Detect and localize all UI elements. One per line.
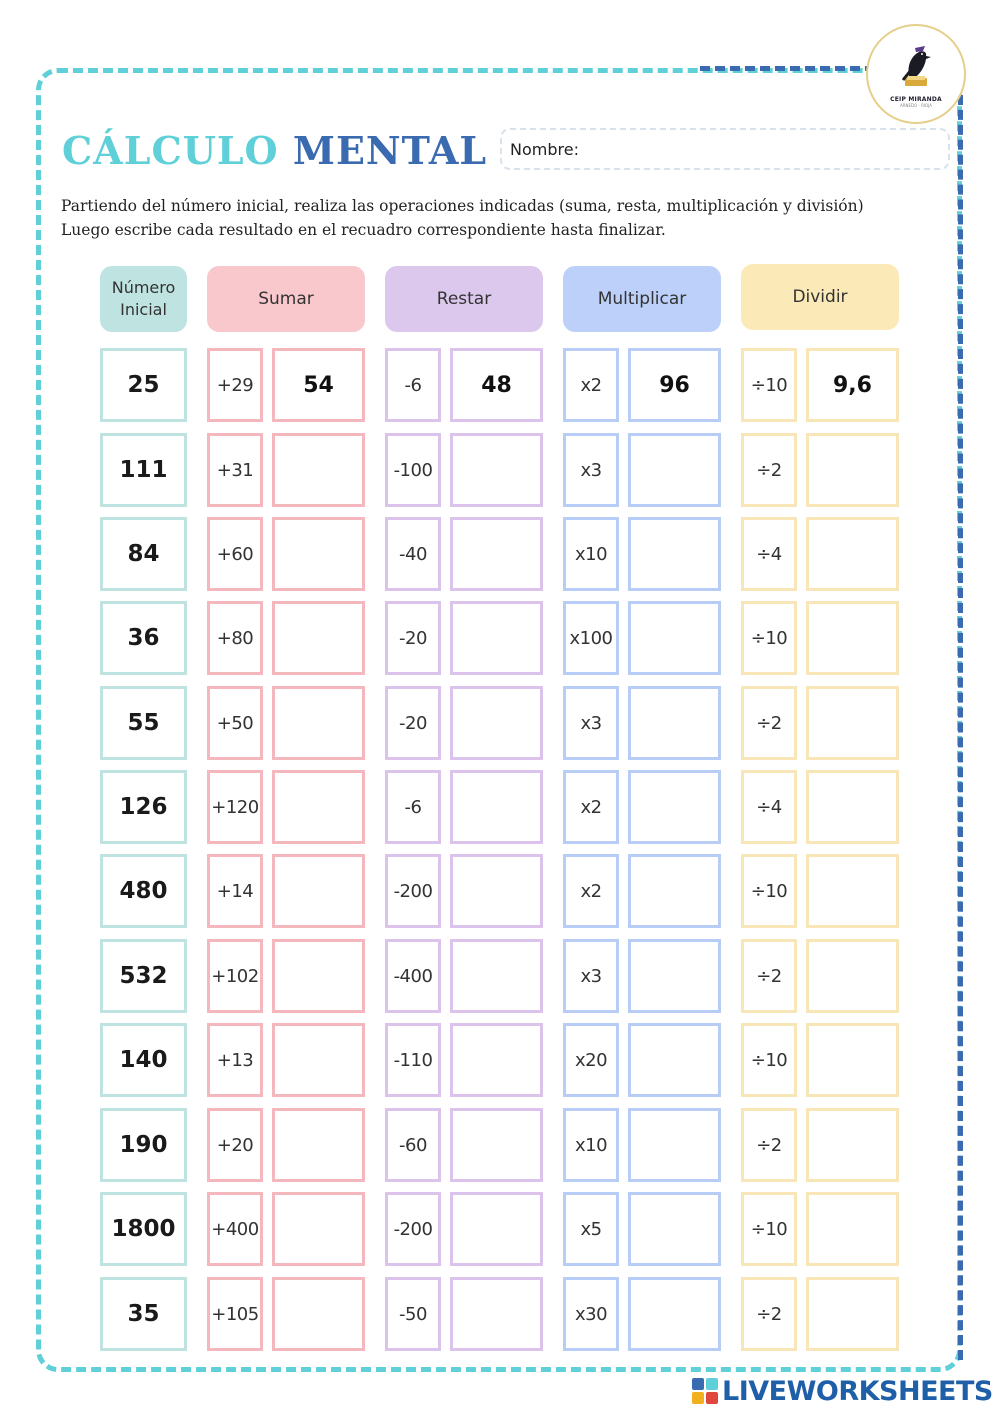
multiply-answer-box (628, 1023, 721, 1097)
divide-answer-box (806, 854, 899, 928)
initial-number: 140 (119, 1047, 168, 1073)
initial-number-box (100, 1192, 187, 1266)
instructions-line-2: Luego escribe cada resultado en el recuadro correspondiente hasta finalizar. (61, 221, 666, 239)
divide-answer-input[interactable] (809, 941, 896, 1011)
initial-number-box (100, 1023, 187, 1097)
initial-number: 25 (127, 372, 160, 398)
divide-operation-box (741, 1108, 797, 1182)
column-header-subtract: Restar (385, 266, 543, 332)
sum-answer-input[interactable] (275, 435, 362, 505)
subtract-answer-box (450, 939, 543, 1013)
divide-answer-box (806, 517, 899, 591)
subtract-operation-box (385, 1192, 441, 1266)
multiply-answer-input[interactable] (631, 350, 718, 420)
divide-answer-input[interactable] (809, 350, 896, 420)
initial-number-box (100, 939, 187, 1013)
sum-answer-box (272, 517, 365, 591)
title-word-2: MENTAL (292, 128, 488, 173)
subtract-answer-box (450, 1192, 543, 1266)
initial-number-box (100, 517, 187, 591)
multiply-answer-input[interactable] (631, 1279, 718, 1349)
multiply-answer-input[interactable] (631, 1025, 718, 1095)
sum-answer-box (272, 939, 365, 1013)
sum-answer-box (272, 348, 365, 422)
sum-operation: +120 (211, 796, 259, 818)
divide-answer-box (806, 601, 899, 675)
sum-answer-input[interactable] (275, 1194, 362, 1264)
name-field-box (500, 128, 950, 170)
subtract-answer-box (450, 1277, 543, 1351)
divide-answer-input[interactable] (809, 1194, 896, 1264)
divide-answer-box (806, 1108, 899, 1182)
sum-operation-box (207, 770, 263, 844)
multiply-operation: x5 (580, 1218, 602, 1240)
subtract-answer-box (450, 433, 543, 507)
instructions-line-1: Partiendo del número inicial, realiza las operaciones indicadas (suma, resta, multiplicación y división) (61, 197, 864, 215)
sum-operation-box (207, 686, 263, 760)
subtract-answer-box (450, 854, 543, 928)
divide-operation-box (741, 1023, 797, 1097)
sum-answer-input[interactable] (275, 688, 362, 758)
divide-operation: ÷10 (750, 374, 788, 396)
subtract-operation-box (385, 517, 441, 591)
multiply-answer-box (628, 686, 721, 760)
subtract-answer-input[interactable] (453, 1194, 540, 1264)
name-label: Nombre: (510, 139, 579, 159)
multiply-operation: x2 (580, 880, 602, 902)
multiply-answer-box (628, 433, 721, 507)
subtract-answer-input[interactable] (453, 519, 540, 589)
sum-answer-input[interactable] (275, 1025, 362, 1095)
subtract-operation-box (385, 854, 441, 928)
divide-answer-box (806, 686, 899, 760)
sum-answer-box (272, 770, 365, 844)
sum-answer-box (272, 433, 365, 507)
subtract-operation-box (385, 601, 441, 675)
initial-number-box (100, 348, 187, 422)
initial-number-box (100, 1108, 187, 1182)
divide-operation: ÷4 (756, 796, 782, 818)
sum-answer-input[interactable] (275, 603, 362, 673)
subtract-operation-box (385, 1023, 441, 1097)
divide-operation: ÷2 (756, 1303, 782, 1325)
divide-answer-box (806, 939, 899, 1013)
multiply-answer-input[interactable] (631, 519, 718, 589)
subtract-operation-box (385, 770, 441, 844)
footer-brand (692, 1374, 993, 1408)
subtract-answer-input[interactable] (453, 1279, 540, 1349)
multiply-operation-box (563, 854, 619, 928)
multiply-answer-box (628, 854, 721, 928)
multiply-answer-input[interactable] (631, 772, 718, 842)
subtract-answer-input[interactable] (453, 1110, 540, 1180)
sum-operation: +13 (216, 1049, 254, 1071)
sum-operation: +80 (216, 627, 254, 649)
multiply-operation: x2 (580, 796, 602, 818)
sum-operation: +102 (211, 965, 259, 987)
multiply-operation-box (563, 770, 619, 844)
subtract-operation: -20 (399, 712, 427, 734)
divide-answer-input[interactable] (809, 1025, 896, 1095)
sum-operation: +29 (216, 374, 254, 396)
initial-number: 84 (127, 541, 160, 567)
divide-answer-box (806, 1192, 899, 1266)
sum-operation-box (207, 601, 263, 675)
subtract-answer-input[interactable] (453, 603, 540, 673)
subtract-operation-box (385, 1108, 441, 1182)
subtract-answer-input[interactable] (453, 1025, 540, 1095)
multiply-answer-box (628, 1277, 721, 1351)
multiply-answer-box (628, 770, 721, 844)
sum-operation-box (207, 1277, 263, 1351)
page-title (62, 128, 487, 173)
multiply-operation-box (563, 517, 619, 591)
multiply-answer-box (628, 1108, 721, 1182)
subtract-operation: -50 (399, 1303, 427, 1325)
initial-number-box (100, 433, 187, 507)
instructions (61, 194, 941, 242)
multiply-operation-box (563, 1108, 619, 1182)
subtract-answer-box (450, 517, 543, 591)
multiply-answer-input[interactable] (631, 603, 718, 673)
divide-answer-input[interactable] (809, 1110, 896, 1180)
divide-operation-box (741, 348, 797, 422)
multiply-answer-box (628, 517, 721, 591)
divide-operation: ÷2 (756, 1134, 782, 1156)
initial-number: 126 (119, 794, 168, 820)
subtract-operation: -100 (393, 459, 433, 481)
subtract-answer-box (450, 1108, 543, 1182)
divide-answer-box (806, 1277, 899, 1351)
column-header-multiply: Multiplicar (563, 266, 721, 332)
subtract-operation: -6 (404, 374, 422, 396)
school-location: ARNEDO · RIOJA (899, 103, 933, 108)
subtract-operation-box (385, 1277, 441, 1351)
sum-operation: +20 (216, 1134, 254, 1156)
divide-operation-box (741, 517, 797, 591)
multiply-operation-box (563, 686, 619, 760)
title-word-1: CÁLCULO (62, 128, 279, 173)
divide-operation: ÷10 (750, 1218, 788, 1240)
divide-operation-box (741, 770, 797, 844)
sum-answer-box (272, 1023, 365, 1097)
column-header-sum: Sumar (207, 266, 365, 332)
sum-operation-box (207, 1108, 263, 1182)
subtract-operation: -60 (399, 1134, 427, 1156)
divide-answer-box (806, 433, 899, 507)
sum-answer-box (272, 1192, 365, 1266)
multiply-operation-box (563, 433, 619, 507)
school-logo (866, 24, 966, 124)
sum-operation: +14 (216, 880, 254, 902)
initial-number: 36 (127, 625, 160, 651)
sum-answer-box (272, 686, 365, 760)
divide-answer-input[interactable] (809, 435, 896, 505)
sum-operation: +400 (211, 1218, 259, 1240)
divide-answer-input[interactable] (809, 1279, 896, 1349)
multiply-operation: x100 (569, 627, 613, 649)
multiply-operation-box (563, 939, 619, 1013)
subtract-operation: -110 (393, 1049, 433, 1071)
divide-operation: ÷2 (756, 712, 782, 734)
initial-number: 532 (119, 963, 168, 989)
name-input[interactable] (585, 133, 948, 165)
subtract-operation: -20 (399, 627, 427, 649)
subtract-operation: -6 (404, 796, 422, 818)
multiply-operation: x2 (580, 374, 602, 396)
divide-answer-box (806, 348, 899, 422)
multiply-answer-input[interactable] (631, 1110, 718, 1180)
sum-answer-input[interactable] (275, 856, 362, 926)
subtract-answer-input[interactable] (453, 856, 540, 926)
divide-operation-box (741, 1192, 797, 1266)
sum-operation-box (207, 939, 263, 1013)
divide-operation: ÷2 (756, 965, 782, 987)
subtract-operation-box (385, 939, 441, 1013)
sum-operation-box (207, 1192, 263, 1266)
sum-answer-input[interactable] (275, 941, 362, 1011)
multiply-answer-box (628, 348, 721, 422)
subtract-operation: -400 (393, 965, 433, 987)
liveworksheets-logo-icon (692, 1378, 718, 1404)
initial-number: 111 (119, 457, 168, 483)
subtract-answer-box (450, 601, 543, 675)
sum-answer-input[interactable] (275, 1110, 362, 1180)
subtract-answer-box (450, 348, 543, 422)
multiply-answer-box (628, 939, 721, 1013)
initial-number-box (100, 601, 187, 675)
divide-answer-input[interactable] (809, 688, 896, 758)
initial-number: 190 (119, 1132, 168, 1158)
subtract-answer-box (450, 686, 543, 760)
divide-operation-box (741, 939, 797, 1013)
initial-number-box (100, 686, 187, 760)
sum-operation-box (207, 348, 263, 422)
subtract-answer-input[interactable] (453, 941, 540, 1011)
initial-number: 35 (127, 1301, 160, 1327)
multiply-answer-input[interactable] (631, 941, 718, 1011)
subtract-operation: -200 (393, 1218, 433, 1240)
divide-operation-box (741, 1277, 797, 1351)
divide-answer-input[interactable] (809, 856, 896, 926)
subtract-operation-box (385, 433, 441, 507)
initial-number-box (100, 1277, 187, 1351)
multiply-operation: x3 (580, 459, 602, 481)
subtract-answer-input[interactable] (453, 435, 540, 505)
subtract-answer-input[interactable] (453, 350, 540, 420)
multiply-operation-box (563, 1192, 619, 1266)
multiply-operation-box (563, 601, 619, 675)
column-header-divide: Dividir (741, 264, 899, 330)
multiply-operation: x3 (580, 712, 602, 734)
divide-answer-box (806, 1023, 899, 1097)
sum-answer-box (272, 1277, 365, 1351)
subtract-answer-box (450, 770, 543, 844)
initial-number: 480 (119, 878, 168, 904)
multiply-operation-box (563, 348, 619, 422)
page-border-accent-right (958, 80, 963, 1360)
divide-operation-box (741, 686, 797, 760)
sum-operation-box (207, 854, 263, 928)
sum-answer-input[interactable] (275, 350, 362, 420)
sum-answer-box (272, 1108, 365, 1182)
multiply-operation-box (563, 1277, 619, 1351)
initial-number: 55 (127, 710, 160, 736)
multiply-operation: x10 (574, 1134, 608, 1156)
divide-operation: ÷4 (756, 543, 782, 565)
multiply-answer-input[interactable] (631, 435, 718, 505)
multiply-answer-input[interactable] (631, 1194, 718, 1264)
sum-operation: +31 (216, 459, 254, 481)
subtract-answer-input[interactable] (453, 688, 540, 758)
sum-operation: +50 (216, 712, 254, 734)
sum-answer-input[interactable] (275, 519, 362, 589)
multiply-operation-box (563, 1023, 619, 1097)
divide-answer-input[interactable] (809, 519, 896, 589)
subtract-answer-input[interactable] (453, 772, 540, 842)
column-header-initial: Número Inicial (100, 266, 187, 332)
initial-number: 1800 (111, 1216, 176, 1242)
initial-number-box (100, 854, 187, 928)
sum-operation-box (207, 433, 263, 507)
sum-answer-input[interactable] (275, 772, 362, 842)
divide-answer-box (806, 770, 899, 844)
sum-operation: +105 (211, 1303, 259, 1325)
sum-operation-box (207, 1023, 263, 1097)
sum-answer-box (272, 854, 365, 928)
divide-operation-box (741, 433, 797, 507)
multiply-operation: x10 (574, 543, 608, 565)
multiply-answer-input[interactable] (631, 688, 718, 758)
subtract-answer-box (450, 1023, 543, 1097)
crow-on-book-icon (889, 40, 943, 94)
subtract-operation-box (385, 686, 441, 760)
sum-answer-box (272, 601, 365, 675)
sum-operation: +60 (216, 543, 254, 565)
divide-operation-box (741, 601, 797, 675)
subtract-operation-box (385, 348, 441, 422)
multiply-answer-box (628, 601, 721, 675)
multiply-operation: x30 (574, 1303, 608, 1325)
subtract-operation: -40 (399, 543, 427, 565)
divide-operation: ÷10 (750, 880, 788, 902)
school-name: CEIP MIRANDA (890, 96, 942, 103)
footer-brand-text: LIVEWORKSHEETS (722, 1375, 993, 1407)
multiply-operation: x20 (574, 1049, 608, 1071)
sum-answer-input[interactable] (275, 1279, 362, 1349)
divide-operation: ÷10 (750, 1049, 788, 1071)
divide-operation-box (741, 854, 797, 928)
multiply-answer-input[interactable] (631, 856, 718, 926)
initial-number-box (100, 770, 187, 844)
multiply-answer-box (628, 1192, 721, 1266)
divide-operation: ÷10 (750, 627, 788, 649)
subtract-operation: -200 (393, 880, 433, 902)
divide-answer-input[interactable] (809, 772, 896, 842)
divide-answer-input[interactable] (809, 603, 896, 673)
sum-operation-box (207, 517, 263, 591)
multiply-operation: x3 (580, 965, 602, 987)
divide-operation: ÷2 (756, 459, 782, 481)
